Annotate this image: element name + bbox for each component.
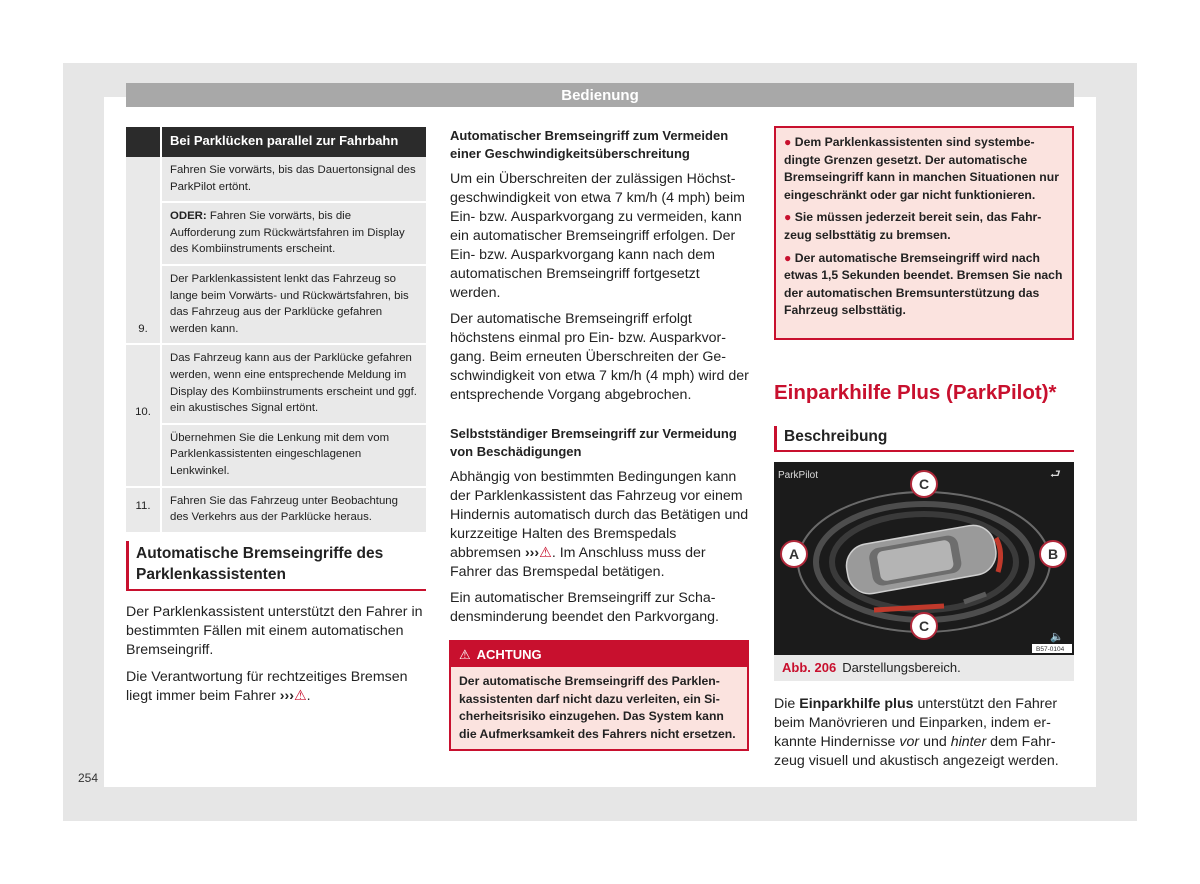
middle-paragraph-1: Um ein Überschreiten der zulässigen Höchstgeschwindigkeit von etwa 7 km/h (4 mph) beim Ein- bzw. Ausparkvorgang zu vermeiden, kann ein automatischer Bremseingriff erfolgen. Der Ein- bzw. Ausparkvorgang kann nach dem automatischen Bremseingriff fortgesetzt werden. (450, 171, 745, 301)
row-number: 9. (126, 157, 161, 344)
figure-caption (774, 655, 1074, 681)
step-text (161, 202, 426, 265)
svg-text:A: A (788, 546, 800, 562)
warning-triangle-icon: ⚠ (539, 545, 552, 561)
or-label: ODER: (170, 210, 207, 223)
caution-notes (774, 126, 1074, 340)
text-part: und (919, 734, 951, 750)
figure-caption-text: Darstellungsbereich. (842, 660, 961, 675)
table-row (126, 424, 426, 487)
warning-triangle-icon: ⚠ (459, 647, 471, 662)
sound-icon: 🔈 (1050, 630, 1064, 643)
middle-heading-1: Automatischer Bremseingriff zum Vermeiden einer Geschwindigkeitsüberschreitung (450, 128, 729, 161)
left-paragraph-2-text: Die Verantwortung für rechtzeitiges Bremsen liegt immer beim Fahrer (126, 669, 408, 704)
chapter-header: Bedienung (126, 83, 1074, 107)
note-item (784, 134, 1064, 204)
section-title-parkpilot: Einparkhilfe Plus (ParkPilot)* (774, 381, 1057, 404)
steps-table (126, 127, 426, 534)
zone-label-c-top (911, 471, 937, 497)
note-item (784, 250, 1064, 320)
table-row (126, 344, 426, 423)
text-part: Die (774, 696, 800, 712)
warning-title: ACHTUNG (476, 647, 542, 662)
text-part: unterstützt den Fahrer beim Manövrieren und Einparken, indem erkannte Hindernisse (774, 696, 1058, 750)
reference-arrows[interactable]: ››› (524, 545, 540, 561)
note-text: Dem Parklenkassistenten sind systembedingte Grenzen gesetzt. Der automatische Bremseingriff kann in manchen Situationen nur eingeschränkt oder gar nicht funktionieren. (784, 135, 1059, 202)
right-paragraph (774, 695, 1074, 771)
warning-header (451, 642, 747, 667)
back-icon: ⮐ (1050, 467, 1061, 481)
warning-triangle-icon: ⚠ (293, 688, 307, 704)
text-part: dem Fahrzeug visuell und akustisch angezeigt werden. (774, 734, 1059, 769)
note-text: Sie müssen jederzeit bereit sein, das Fahrzeug selbsttätig zu bremsen. (784, 210, 1042, 242)
row-number: 10. (126, 344, 161, 486)
left-paragraph-1: Der Parklenkassistent unterstützt den Fahrer in bestimmten Fällen mit einem automatischen Bremseingriff. (126, 604, 423, 658)
table-row (126, 265, 426, 344)
svg-text:B: B (1047, 546, 1059, 562)
table-header-title: Bei Parklücken parallel zur Fahrbahn (161, 127, 426, 157)
zone-label-a (781, 541, 807, 567)
text-bold: Einparkhilfe plus (799, 696, 914, 712)
subsection-title: Beschreibung (774, 426, 1074, 452)
table-row (126, 202, 426, 265)
reference-arrows[interactable]: ››› (279, 688, 294, 704)
text-italic: vor (899, 734, 920, 750)
section-title-brake: Automatische Bremseingriffe des Parklenkassistenten (126, 541, 426, 591)
page-number: 254 (78, 771, 99, 785)
warning-text: Der automatische Bremseingriff des Parklenkassistenten darf nicht dazu verleiten, ein Sicherheitsrisiko einzugehen. Das System kann die Aufmerksamkeit des Fahrers nicht ersetzen. (451, 667, 747, 749)
table-row (126, 487, 426, 533)
left-paragraph-2: Die Verantwortung für rechtzeitiges Bremsen liegt immer beim Fahrer ›››⚠. (126, 669, 408, 704)
step-text: Der Parklenkassistent lenkt das Fahrzeug so lange beim Vorwärts- und Rückwärtsfahren, bis das Fahrzeug aus der Parklücke gefahren werden kann. (161, 265, 426, 344)
parkpilot-figure (774, 462, 1074, 655)
step-text-rest: Fahren Sie vorwärts, bis die Aufforderung zum Rückwärtsfahren im Display des Kombiinstruments erscheint. (170, 210, 405, 256)
step-text: Fahren Sie vorwärts, bis das Dauertonsignal des ParkPilot ertönt. (161, 157, 426, 202)
figure-number: Abb. 206 (782, 660, 837, 675)
step-text: Das Fahrzeug kann aus der Parklücke gefahren werden, wenn eine entsprechende Meldung im Display des Kombiinstruments erscheint und ggf. ein akustisches Signal ertönt. (161, 344, 426, 423)
middle-paragraph-3a: Abhängig von bestimmten Bedingungen kann der Parklenkassistent das Fahrzeug vor einem Hindernis automatisch durch das Betätigen und kurzzeitige Halten des Bremspedals abbremsen (450, 469, 749, 561)
bullet-icon: ● (784, 210, 792, 225)
table-header-num (126, 127, 161, 157)
parkpilot-display (774, 462, 1074, 655)
note-text: Der automatische Bremseingriff wird nach etwas 1,5 Sekunden beendet. Bremsen Sie nach der automatischen Bremsunterstützung das Fahrzeug selbsttätig. (784, 250, 1063, 318)
bullet-icon: ● (784, 135, 792, 149)
warning-box (449, 640, 749, 751)
note-item (784, 209, 1064, 244)
middle-paragraph-4: Ein automatischer Bremseingriff zur Schadensminderung beendet den Parkvorgang. (450, 590, 719, 625)
bullet-icon: ● (784, 250, 792, 265)
step-text: Übernehmen Sie die Lenkung mit dem vom Parklenkassistenten eingeschlagenen Lenkwinkel. (161, 424, 426, 487)
screen-label: ParkPilot (778, 470, 819, 481)
zone-label-c-bottom (911, 613, 937, 639)
zone-label-b (1040, 541, 1066, 567)
middle-paragraph-2: Der automatische Bremseingriff erfolgt höchstens einmal pro Ein- bzw. Ausparkvorgang. Beim erneuten Überschreiten der Geschwindigkeit von etwa 7 km/h (4 mph) wird der entsprechende Vorgang abgebrochen. (450, 311, 749, 403)
middle-paragraph-3 (450, 468, 750, 582)
table-row (126, 157, 426, 202)
figure-code: B57-0104 (1036, 646, 1065, 653)
middle-heading-2: Selbstständiger Bremseingriff zur Vermeidung von Beschädigungen (450, 426, 737, 459)
text-italic: hinter (950, 734, 987, 750)
svg-text:C: C (918, 618, 930, 634)
svg-text:C: C (918, 476, 930, 492)
step-text: Fahren Sie das Fahrzeug unter Beobachtung des Verkehrs aus der Parklücke heraus. (161, 487, 426, 533)
middle-paragraph-3b: . Im Anschluss muss der Fahrer das Bremspedal betätigen. (450, 545, 706, 580)
row-number: 11. (126, 487, 161, 533)
